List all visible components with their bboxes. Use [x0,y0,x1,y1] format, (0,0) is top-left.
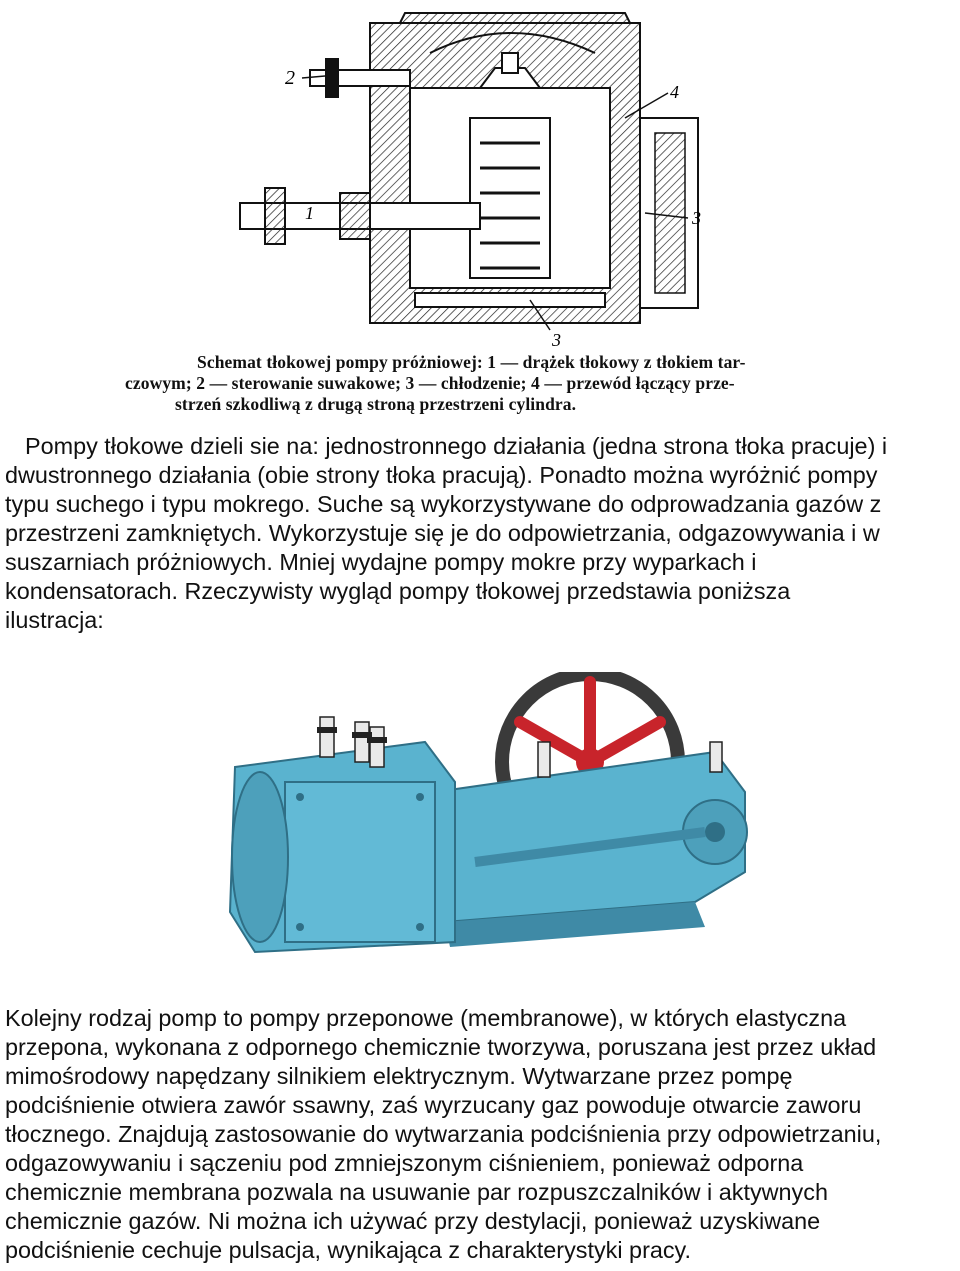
paragraph-diaphragm-pumps [5,1004,957,1265]
paragraph-line: typu suchego i typu mokrego. Suche są wykorzystywane do odprowadzania gazów z [5,491,882,517]
label-3-jacket: 3 [692,208,701,228]
paragraph-line: tłocznego. Znajdują zastosowanie do wytwarzania podciśnienia przy odpowietrzaniu, [5,1121,882,1147]
label-2: 2 [285,67,295,89]
paragraph-piston-pumps [5,432,957,635]
diagram-caption [125,352,845,415]
paragraph-line: podciśnienie otwiera zawór ssawny, zaś wyrzucany gaz powoduje otwarcie zaworu [5,1092,862,1118]
label-1: 1 [305,203,314,223]
caption-line: strzeń szkodliwą z drugą stroną przestrzeni cylindra. [175,394,577,414]
caption-line: Schemat tłokowej pompy próżniowej: 1 — drążek tłokowy z tłokiem tar- [197,352,746,372]
paragraph-line: kondensatorach. Rzeczywisty wygląd pompy tłokowej przedstawia poniższa [5,578,791,604]
paragraph-line: suszarniach próżniowych. Mniej wydajne pompy mokre przy wyparkach i [5,549,757,575]
caption-line: czowym; 2 — sterowanie suwakowe; 3 — chłodzenie; 4 — przewód łączący prze- [125,373,735,393]
label-4: 4 [670,82,679,102]
paragraph-line: dwustronnego działania (obie strony tłoka pracują). Ponadto można wyróżnić pompy [5,462,878,488]
paragraph-line: przestrzeni zamkniętych. Wykorzystuje się je do odpowietrzania, odgazowywania i w [5,520,880,546]
pump-cross-section-diagram [230,8,730,353]
paragraph-line: podciśnienie cechuje pulsacja, wynikająca z charakterystyki pracy. [5,1237,692,1263]
paragraph-line: chemicznie membrana pozwala na usuwanie par rozpuszczalników i aktywnych [5,1179,828,1205]
paragraph-line: przepona, wykonana z odpornego chemicznie tworzywa, poruszana jest przez układ [5,1034,877,1060]
paragraph-line: ilustracja: [5,607,104,633]
paragraph-line: odgazowywaniu i sączeniu pod zmniejszonym ciśnieniem, ponieważ odporna [5,1150,804,1176]
piston-pump-photo [225,672,760,972]
paragraph-line: Pompy tłokowe dzieli sie na: jednostronnego działania (jedna strona tłoka pracuje) i [25,433,888,459]
label-3-bottom: 3 [552,330,561,350]
paragraph-line: chemicznie gazów. Ni można ich używać przy destylacji, ponieważ uzyskiwane [5,1208,821,1234]
paragraph-line: Kolejny rodzaj pomp to pompy przeponowe (membranowe), w których elastyczna [5,1005,847,1031]
paragraph-line: mimośrodowy napędzany silnikiem elektrycznym. Wytwarzane przez pompę [5,1063,793,1089]
